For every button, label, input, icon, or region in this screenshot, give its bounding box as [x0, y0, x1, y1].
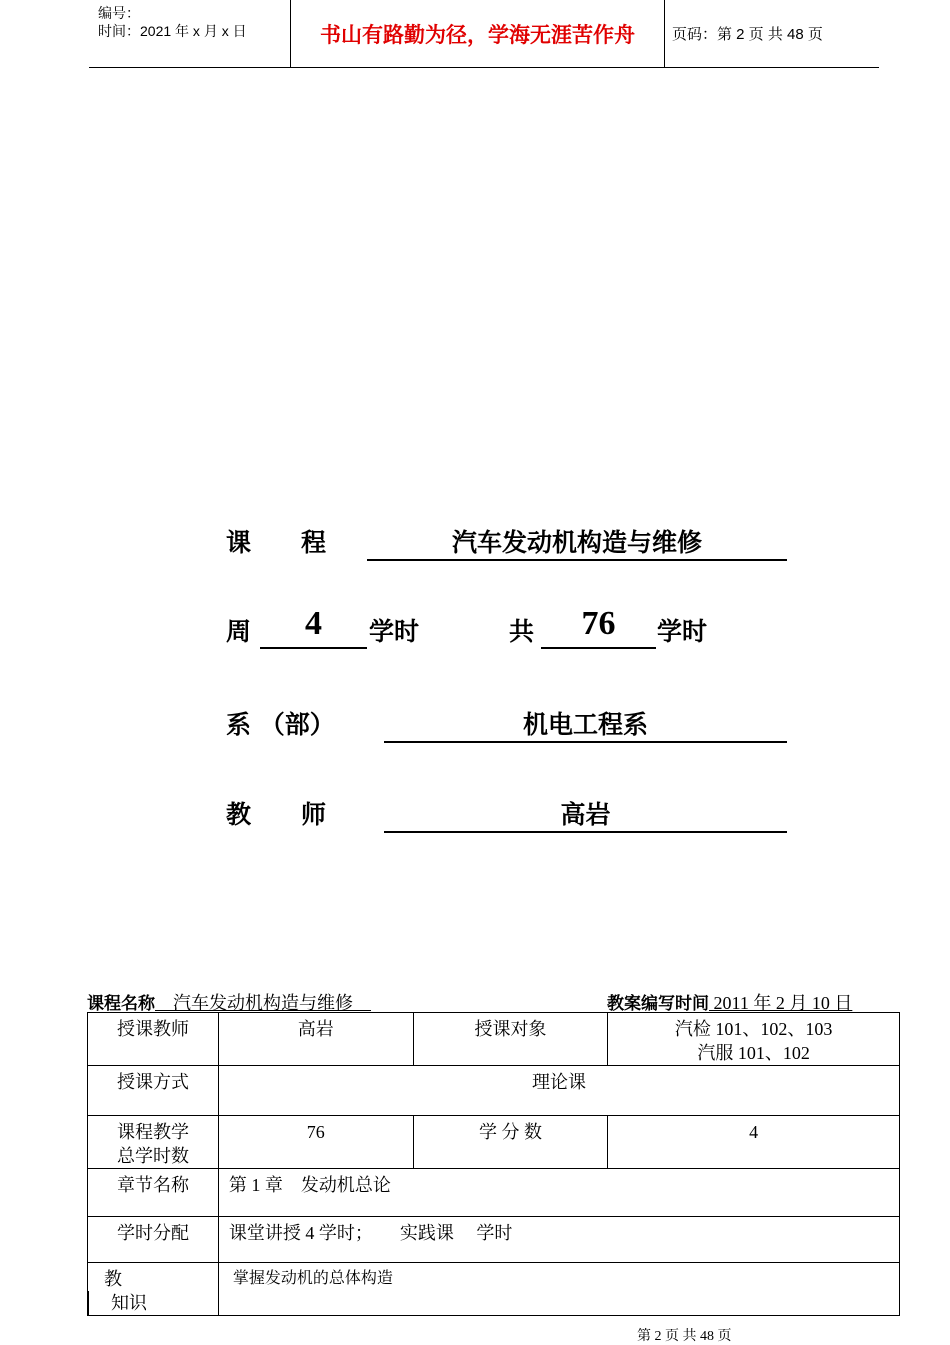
total-hours-cell-label — [88, 1116, 219, 1169]
page-header — [89, 0, 879, 68]
allocation-cell-value: 课堂讲授 4 学时； 实践课 学时 — [218, 1217, 899, 1263]
table-row — [88, 1263, 900, 1316]
audience-line-1: 汽检 101、102、103 — [674, 1019, 833, 1039]
dept-value: 机电工程系 — [384, 705, 787, 743]
teacher-label: 教 师 — [226, 800, 327, 829]
allocation-cell-label: 学时分配 — [88, 1217, 219, 1263]
total-hours-label-1: 课程教学 — [116, 1122, 189, 1142]
total-label: 共 — [509, 617, 535, 646]
table-row — [88, 1116, 900, 1169]
teach-cell — [88, 1263, 219, 1316]
chapter-cell-value: 第 1 章 发动机总论 — [218, 1169, 899, 1217]
teacher-cell-label: 授课教师 — [88, 1013, 219, 1066]
total-hours-cell-value: 76 — [218, 1116, 413, 1169]
table-row — [88, 1217, 900, 1263]
table-row — [88, 1013, 900, 1066]
header-meta — [89, 0, 290, 67]
teach-label: 教 — [104, 1269, 122, 1289]
dept-label: 系 （部） — [226, 710, 335, 739]
credits-cell-label: 学 分 数 — [413, 1116, 608, 1169]
credits-cell-value: 4 — [608, 1116, 900, 1169]
motto: 书山有路勤为径，学海无涯苦作舟 — [290, 0, 665, 67]
audience-cell-label: 授课对象 — [413, 1013, 608, 1066]
teacher-value: 高岩 — [384, 795, 787, 833]
hours-unit-1: 学时 — [369, 617, 420, 646]
chapter-cell-label: 章节名称 — [88, 1169, 219, 1217]
written-time-label: 教案编写时间 — [607, 994, 709, 1014]
course-label: 课 程 — [226, 528, 327, 557]
course-name-value: 汽车发动机构造与维修 — [155, 993, 371, 1013]
week-hours: 4 — [260, 605, 367, 649]
number-label: 编号： — [98, 5, 140, 21]
knowledge-label: 知识 — [88, 1291, 169, 1315]
method-cell-label: 授课方式 — [88, 1066, 219, 1116]
lesson-plan-table — [87, 1012, 900, 1316]
total-hours: 76 — [541, 605, 656, 649]
course-value: 汽车发动机构造与维修 — [367, 523, 787, 561]
week-label: 周 — [226, 617, 252, 646]
page-footer: 第 2 页 共 48 页 — [637, 1329, 732, 1344]
hours-unit-2: 学时 — [657, 617, 708, 646]
table-row — [88, 1169, 900, 1217]
table-row — [88, 1066, 900, 1116]
written-time-value: 2011 年 2 月 10 日 — [709, 993, 853, 1013]
method-cell-value: 理论课 — [218, 1066, 899, 1116]
total-hours-label-2: 总学时数 — [116, 1146, 189, 1166]
course-name-label: 课程名称 — [87, 994, 155, 1014]
date-label: 时间：2021 年 x 月 x 日 — [98, 23, 247, 39]
audience-cell-value — [608, 1013, 900, 1066]
teacher-cell-value: 高岩 — [218, 1013, 413, 1066]
page-indicator: 页码：第 2 页 共 48 页 — [672, 26, 823, 43]
audience-line-2: 汽服 101、102 — [697, 1043, 810, 1063]
knowledge-value: 掌握发动机的总体构造 — [218, 1263, 899, 1316]
